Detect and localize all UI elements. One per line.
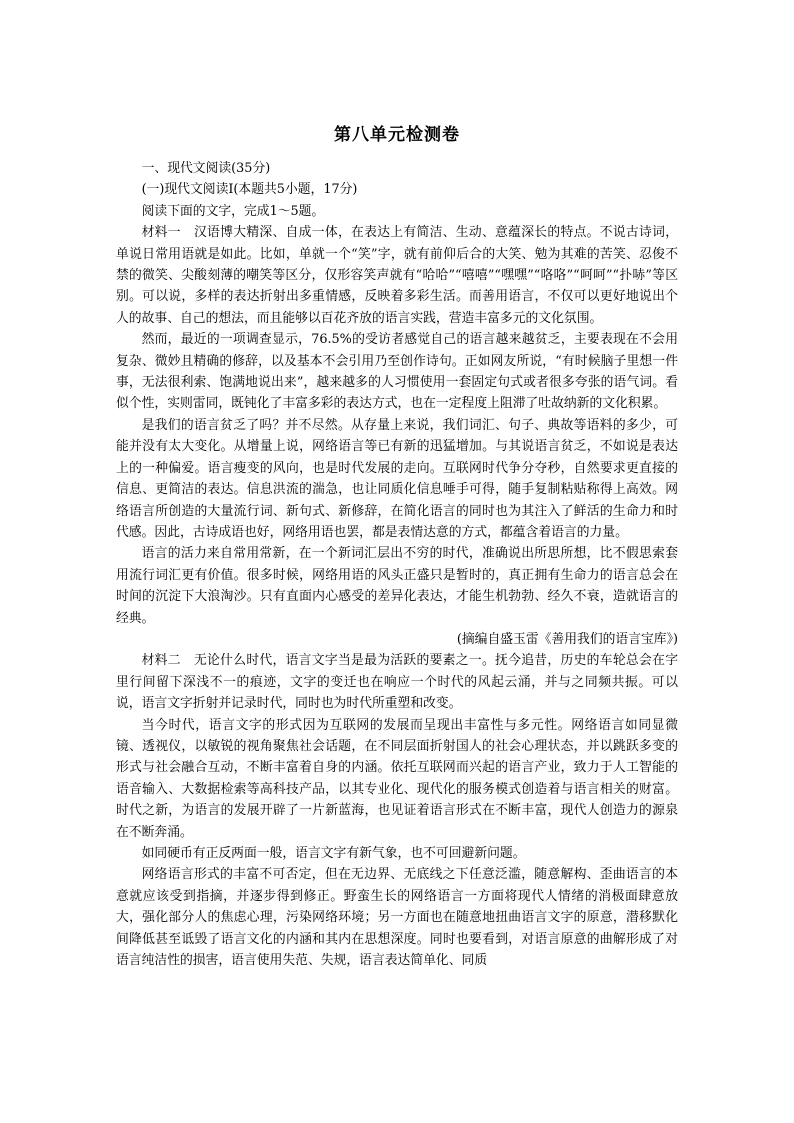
paragraph: 当今时代，语言文字的形式因为互联网的发展而呈现出丰富性与多元性。网络语言如同显微镜、透视仪，以敏锐的视角聚焦社会话题，在不同层面折射国人的社会心理状态，并以跳跃多变的形式与社会融合互动，不断丰富着自身的内涵。依托互联网而兴起的语言产业，致力于人工智能的语音输入、大数据检索等高科技产品，以其专业化、现代化的服务模式创造着与语言相关的财富。时代之新，为语言的发展开辟了一片新蓝海，也见证着语言形式在不断丰富，现代人创造力的源泉在不断奔涌。 bbox=[116, 717, 678, 840]
paragraph: 材料一 汉语博大精深、自成一体，在表达上有简洁、生动、意蕴深长的特点。不说古诗词，单说日常用语就是如此。比如，单就一个“笑”字，就有前仰后合的大笑、勉为其难的苦笑、忍俊不禁的微笑、尖酸刻薄的嘲笑等区分，仅形容笑声就有“哈哈”“嘻嘻”“嘿嘿”“咯咯”“呵呵”“扑哧”等区别。可以说，多样的表达折射出多重情感，反映着多彩生活。而善用语言，不仅可以更好地说出个人的故事、自己的想法，而且能够以百花齐放的语言实践，营造丰富多元的文化氛围。 bbox=[116, 225, 678, 326]
section-heading: 一、现代文阅读(35分) bbox=[141, 161, 271, 176]
paragraph: 如同硬币有正反两面一般，语言文字有新气象，也不可回避新问题。 bbox=[141, 846, 526, 861]
document-body bbox=[116, 158, 678, 971]
paragraph: 然而，最近的一项调查显示，76.5%的受访者感觉自己的语言越来越贫乏，主要表现在不会用复杂、微妙且精确的修辞，以及基本不会引用乃至创作诗句。正如网友所说，“有时候脑子里想一件事，无法很利索、饱满地说出来”，越来越多的人习惯使用一套固定句式或者很多夸张的语气词。看似个性，实则雷同，既钝化了丰富多彩的表达方式，也在一定程度上阻滞了吐故纳新的文化积累。 bbox=[116, 332, 678, 412]
source-citation: (摘编自盛玉雷《善用我们的语言宝库》) bbox=[456, 631, 678, 647]
instruction-text: 阅读下面的文字，完成1～5题。 bbox=[141, 203, 325, 219]
paragraph: 网络语言形式的丰富不可否定，但在无边界、无底线之下任意泛滥，随意解构、歪曲语言的本意就应该受到指摘，并逐步得到修正。野蛮生长的网络语言一方面将现代人情绪的消极面肆意放大，强化部分人的焦虑心理，污染网络环境；另一方面也在随意地扭曲语言文字的原意，潜移默化间降低甚至诋毁了语言文化的内涵和其内在思想深度。同时也要看到，对语言原意的曲解形成了对语言纯洁性的损害，语言使用失范、失规，语言表达简单化、同质 bbox=[116, 867, 678, 969]
paragraph: 材料二 无论什么时代，语言文字当是最为活跃的要素之一。抚今追昔，历史的车轮总会在字里行间留下深浅不一的痕迹，文字的变迁也在响应一个时代的风起云涌，并与之同频共振。可以说，语言文字折射并记录时代，同时也为时代所重塑和改变。 bbox=[116, 653, 678, 712]
paragraph: 语言的活力来自常用常新，在一个新词汇层出不穷的时代，准确说出所思所想，比不假思索套用流行词汇更有价值。很多时候，网络用语的风头正盛只是暂时的，真正拥有生命力的语言总会在时间的沉淀下大浪淘沙。只有直面内心感受的差异化表达，才能生机勃勃、经久不衰，造就语言的经典。 bbox=[116, 546, 678, 626]
page-title: 第八单元检测卷 bbox=[334, 125, 460, 145]
subsection-heading: (一)现代文阅读Ⅰ(本题共5小题，17分) bbox=[141, 182, 358, 198]
paragraph: 是我们的语言贫乏了吗？并不尽然。从存量上来说，我们词汇、句子、典故等语料的多少，可能并没有太大变化。从增量上说，网络语言等已有新的迅猛增加。与其说语言贫乏，不如说是表达上的一种偏爱。语言瘦变的风向，也是时代发展的走向。互联网时代争分夺秒，自然要求更直接的信息、更简洁的表达。信息洪流的湍急，也让同质化信息唾手可得，随手复制粘贴称得上高效。网络语言所创造的大量流行词、新句式、新修辞，在简化语言的同时也为其注入了鲜活的生命力和时代感。因此，古诗成语也好，网络用语也罢，都是表情达意的方式，都蕴含着语言的力量。 bbox=[116, 417, 678, 540]
